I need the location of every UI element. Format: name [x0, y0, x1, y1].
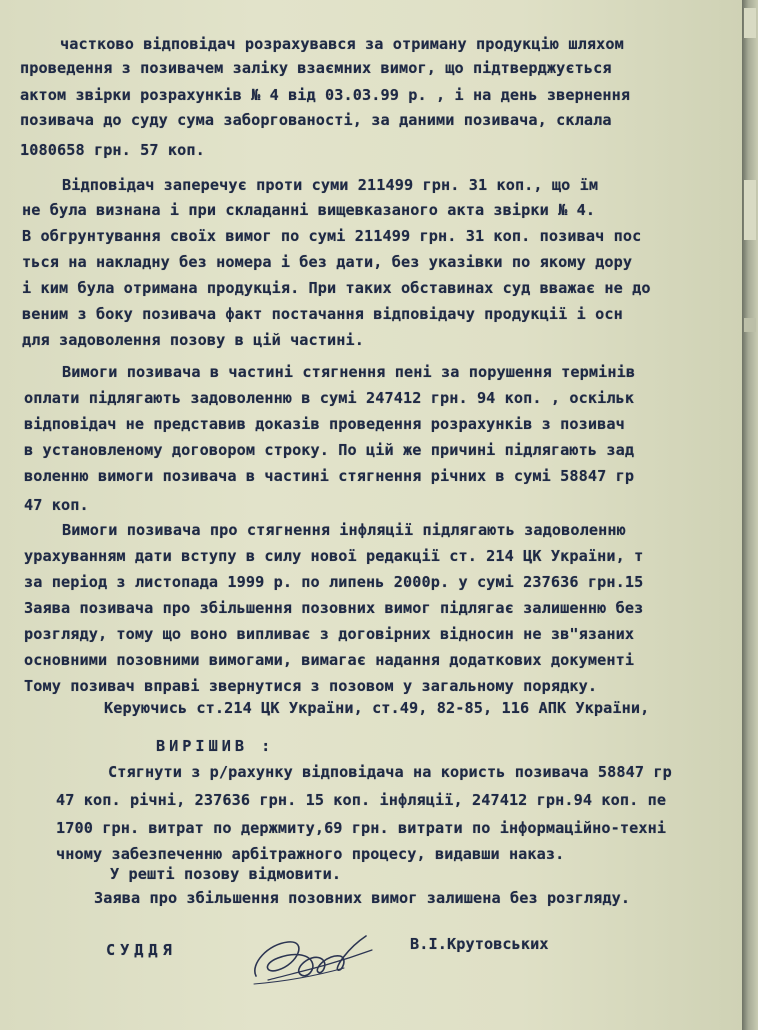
text-line: В обгрунтування своїх вимог по сумі 211499 грн. 31 коп. позивач пос [22, 227, 642, 245]
text-line: 47 коп. [24, 496, 89, 514]
text-line: 1080658 грн. 57 коп. [20, 141, 205, 159]
text-line: Стягнути з р/рахунку відповідача на користь позивача 58847 гр [108, 763, 672, 781]
text-line: Вимоги позивача в частині стягнення пені за порушення термінів [62, 363, 636, 381]
text-line: не була визнана і при складанні вищевказаного акта звірки № 4. [22, 201, 596, 219]
text-line: позивача до суду сума заборгованості, за даними позивача, склала [20, 111, 612, 129]
text-line: розгляду, тому що воно випливає з договірних відносин не зв"язаних [24, 625, 635, 643]
text-line: Заява позивача про збільшення позовних вимог підлягає залишенню без [24, 599, 644, 617]
text-line: воленню вимоги позивача в частині стягнення річних в сумі 58847 гр [24, 467, 635, 485]
text-line: для задоволення позову в цій частині. [22, 331, 365, 349]
text-line: У решті позову відмовити. [110, 865, 342, 883]
resolution-heading: ВИРІШИВ : [156, 737, 275, 755]
text-line: в установленому договором строку. По цій же причині підлягають зад [24, 441, 635, 459]
text-line: Вимоги позивача про стягнення інфляції підлягають задоволенню [62, 521, 626, 539]
text-line: частково відповідач розрахувався за отриману продукцію шляхом [60, 35, 624, 53]
text-line: і ким була отримана продукція. При таких обставинах суд вважає не до [22, 279, 651, 297]
text-line: Тому позивач вправі звернутися з позовом у загальному порядку. [24, 677, 598, 695]
text-line: чному забезпеченню арбітражного процесу, видавши наказ. [56, 845, 565, 863]
text-line: проведення з позивачем заліку взаємних вимог, що підтверджується [20, 59, 612, 77]
text-line: основними позовними вимогами, вимагає надання додаткових документі [24, 651, 635, 669]
scanner-edge [742, 0, 758, 1030]
text-line: ться на накладну без номера і без дати, без указівки по якому дору [22, 253, 633, 271]
signatory-name: В.І.Крутовських [410, 935, 549, 953]
handwritten-signature [248, 924, 378, 990]
edge-mark [744, 8, 756, 38]
text-line: відповідач не представив доказів проведення розрахунків з позивач [24, 415, 625, 433]
text-line: веним з боку позивача факт постачання відповідачу продукції і осн [22, 305, 623, 323]
edge-mark [744, 318, 756, 332]
signature-caption: СУДДЯ [106, 941, 177, 959]
text-line: 1700 грн. витрат по держмиту,69 грн. витрати по інформаційно-техні [56, 819, 667, 837]
text-line: актом звірки розрахунків № 4 від 03.03.99 р. , і на день звернення [20, 86, 631, 104]
text-line: урахуванням дати вступу в силу нової редакції ст. 214 ЦК України, т [24, 547, 644, 565]
edge-mark [744, 180, 756, 240]
text-line: 47 коп. річні, 237636 грн. 15 коп. інфляції, 247412 грн.94 коп. пе [56, 791, 667, 809]
text-line: Керуючись ст.214 ЦК України, ст.49, 82-85, 116 АПК України, [104, 699, 650, 717]
text-line: за період з листопада 1999 р. по липень 2000р. у сумі 237636 грн.15 [24, 573, 644, 591]
text-line: Відповідач заперечує проти суми 211499 грн. 31 коп., що їм [62, 176, 599, 194]
text-line: оплати підлягають задоволенню в сумі 247412 грн. 94 коп. , оскільк [24, 389, 635, 407]
text-line: Заява про збільшення позовних вимог залишена без розгляду. [94, 889, 631, 907]
